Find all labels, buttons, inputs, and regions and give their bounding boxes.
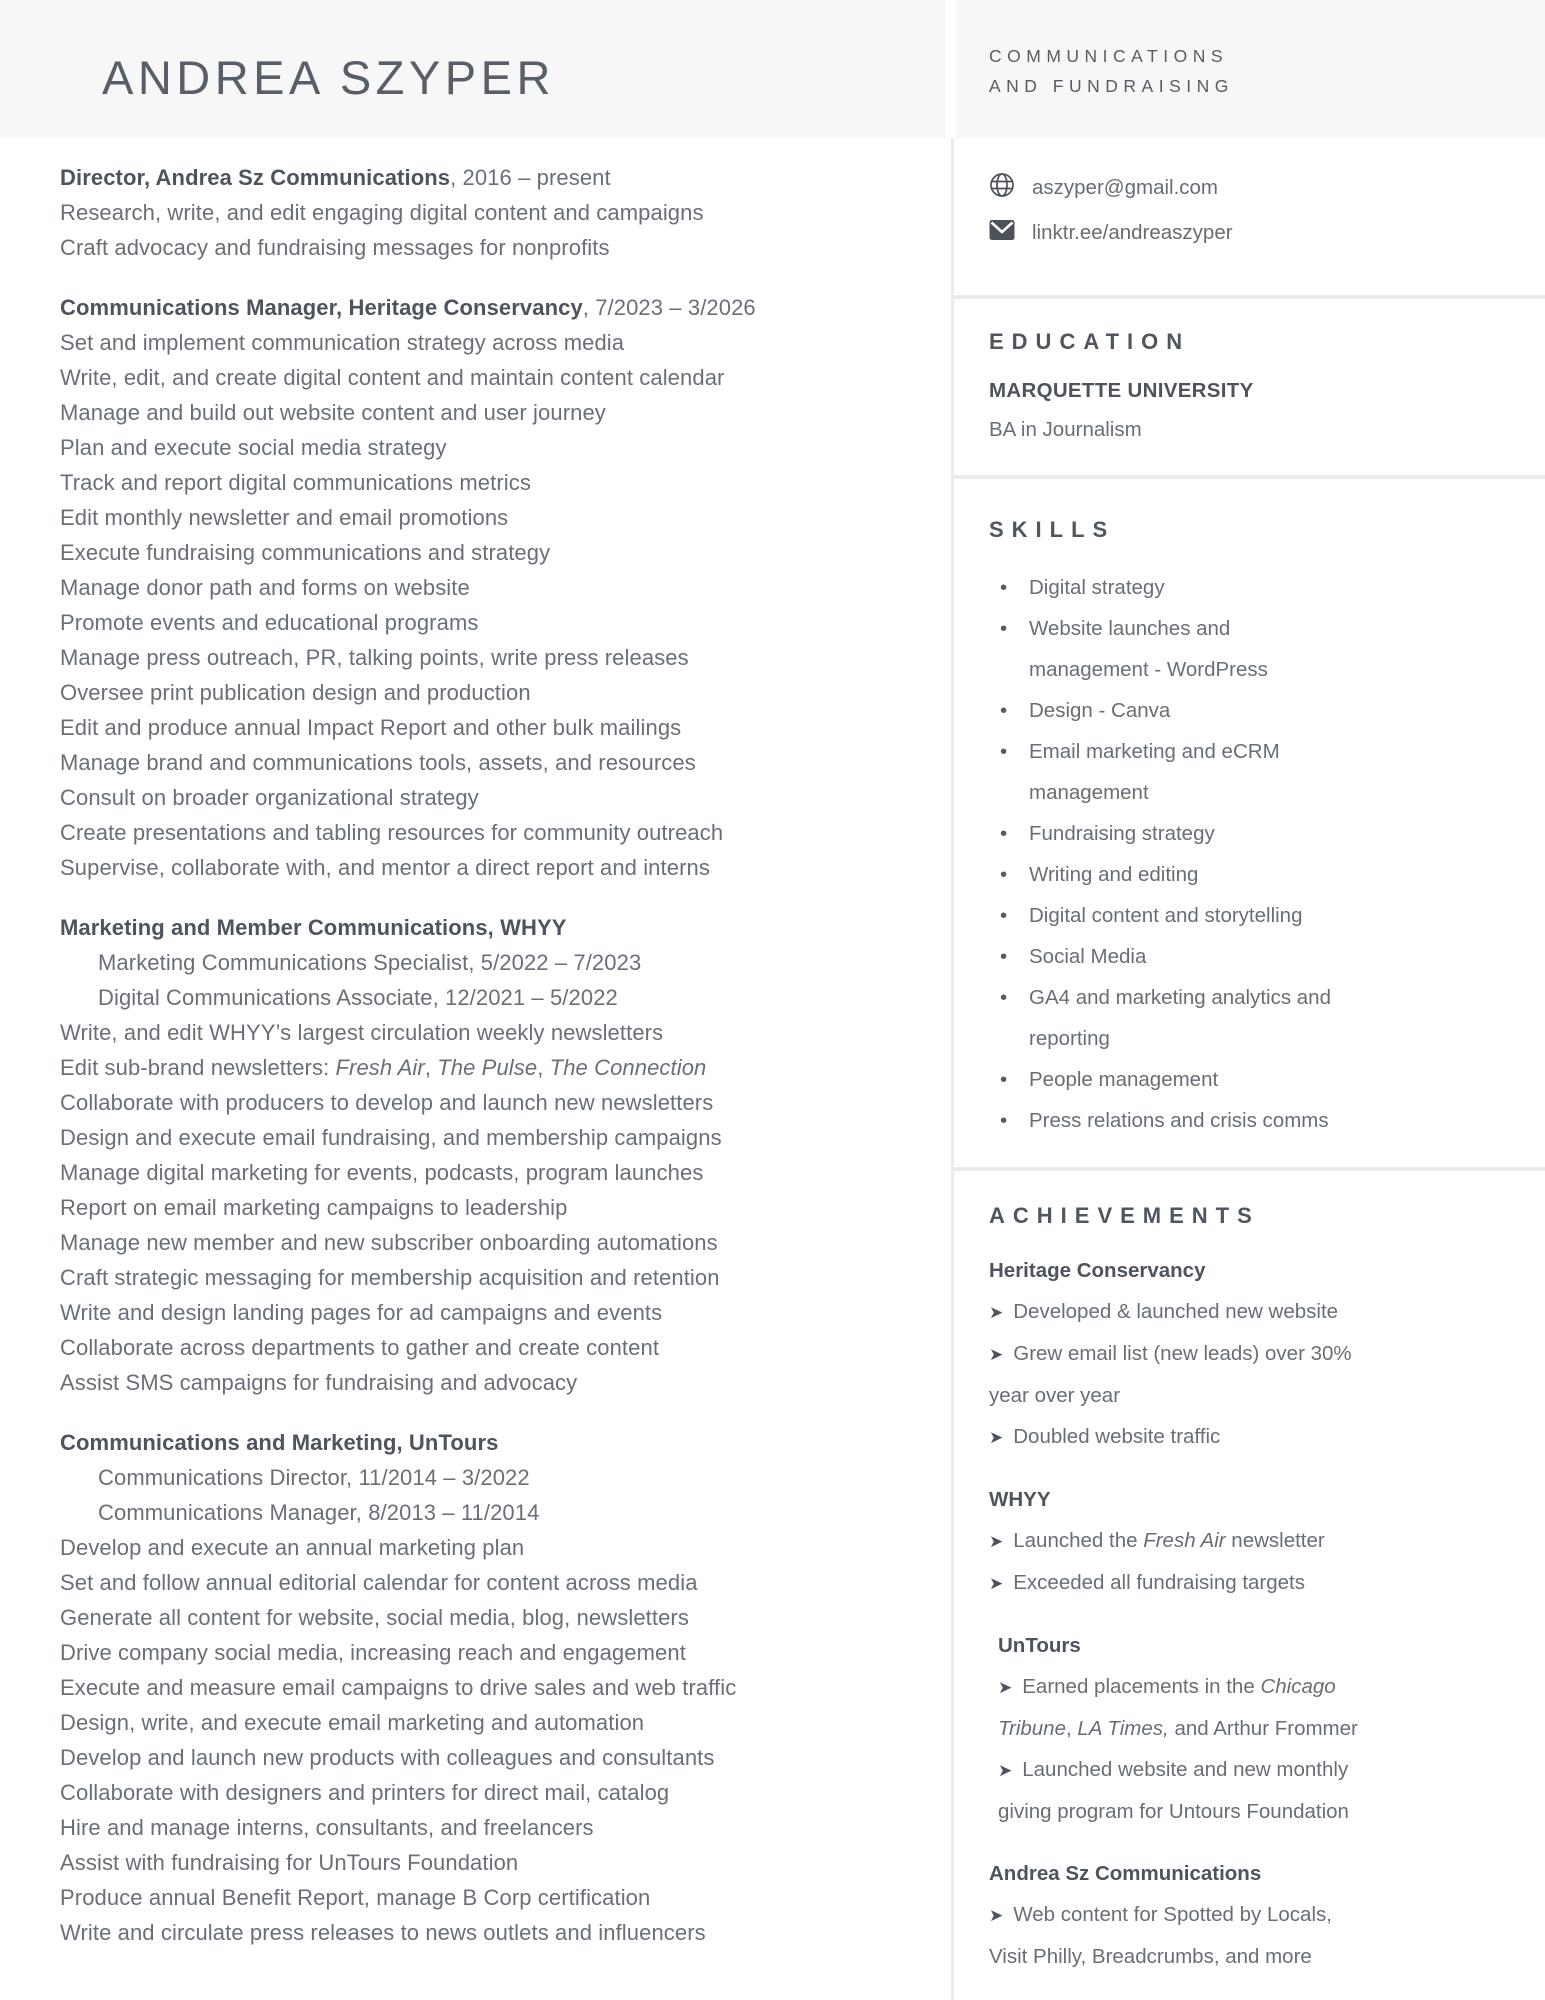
experience-heading-bold: Marketing and Member Communications, WHYY [60, 915, 567, 940]
achievements-heading: ACHIEVEMENTS [989, 1203, 1260, 1228]
achievement-line [989, 1333, 1545, 1375]
achievement-group [989, 1625, 1545, 1832]
skill-line: • Email marketing and eCRM [1029, 740, 1280, 763]
text-segment: , [424, 1055, 438, 1080]
experience-line: Craft strategic messaging for membership acquisition and retention [60, 1265, 720, 1290]
achievement-line [989, 1416, 1545, 1458]
experience-line: Set and implement communication strategy across media [60, 330, 625, 355]
skill-item [989, 608, 1545, 690]
achievement-line [998, 1666, 1545, 1708]
skill-line: • Design - Canva [1029, 699, 1171, 722]
experience-line: Manage brand and communications tools, assets, and resources [60, 750, 696, 775]
experience-line: Execute and measure email campaigns to drive sales and web traffic [60, 1675, 737, 1700]
experience-line: Supervise, collaborate with, and mentor a direct report and interns [60, 855, 710, 880]
experience-line: Manage press outreach, PR, talking points, write press releases [60, 645, 689, 670]
text-segment: Web content for Spotted by Locals, [1013, 1903, 1332, 1926]
experience-line: Manage new member and new subscriber onboarding automations [60, 1230, 718, 1255]
text-segment: Edit sub-brand newsletters: [60, 1055, 336, 1080]
text-segment: , [1066, 1717, 1078, 1740]
achievement-group [989, 1853, 1545, 1977]
skill-item [989, 731, 1545, 813]
italic-text: Tribune [998, 1717, 1066, 1740]
achievement-company: UnTours [998, 1634, 1081, 1657]
experience-section [60, 160, 948, 265]
envelope-icon [989, 219, 1015, 247]
italic-text: Chicago [1260, 1675, 1336, 1698]
experience-line: Collaborate across departments to gather and create content [60, 1335, 660, 1360]
skill-item [989, 854, 1545, 895]
italic-text: Fresh Air [335, 1055, 425, 1080]
skill-line: • People management [1029, 1068, 1219, 1091]
achievement-line [989, 1520, 1545, 1562]
arrow-bullet-icon: ➤ [989, 1303, 1004, 1322]
header-subtitle [989, 41, 1234, 101]
skill-line: • Digital content and storytelling [1029, 904, 1303, 927]
experience-line: Drive company social media, increasing reach and engagement [60, 1640, 686, 1665]
arrow-bullet-icon: ➤ [989, 1428, 1004, 1447]
experience-heading-bold: Director, Andrea Sz Communications [60, 165, 451, 190]
contact-row [989, 165, 1545, 210]
text-segment: and Arthur Frommer [1168, 1717, 1358, 1740]
skill-item [989, 1059, 1545, 1100]
experience-line: Generate all content for website, social media, blog, newsletters [60, 1605, 689, 1630]
text-segment: Earned placements in the [1022, 1675, 1261, 1698]
italic-text: The Connection [549, 1055, 707, 1080]
skill-item [989, 936, 1545, 977]
text-segment: Developed & launched new website [1013, 1300, 1339, 1323]
skill-line: • Social Media [1029, 945, 1147, 968]
page-title: ANDREA SZYPER [102, 51, 555, 104]
experience-line: Oversee print publication design and production [60, 680, 531, 705]
skills-section [954, 479, 1545, 1171]
skill-line: • Writing and editing [1029, 863, 1199, 886]
band-divider-gap [946, 0, 956, 138]
arrow-bullet-icon: ➤ [998, 1761, 1013, 1780]
skill-line: • Fundraising strategy [1029, 822, 1215, 845]
experience-line: Design and execute email fundraising, and membership campaigns [60, 1125, 722, 1150]
experience-line: Develop and launch new products with colleagues and consultants [60, 1745, 715, 1770]
experience-line: Execute fundraising communications and strategy [60, 540, 551, 565]
achievement-line [989, 1291, 1545, 1333]
skill-item [989, 1100, 1545, 1141]
globe-icon [989, 172, 1015, 204]
italic-text: Fresh Air [1143, 1529, 1226, 1552]
experience-heading-bold: Communications and Marketing, UnTours [60, 1430, 499, 1455]
text-segment: giving program for Untours Foundation [998, 1800, 1349, 1823]
contact-row [989, 210, 1545, 255]
contact-text: linktr.ee/andreaszyper [1032, 220, 1233, 244]
experience-line: Report on email marketing campaigns to leadership [60, 1195, 568, 1220]
arrow-bullet-icon: ➤ [998, 1678, 1013, 1697]
experience-heading-dates: , 7/2023 – 3/2026 [582, 295, 756, 320]
experience-line: Develop and execute an annual marketing plan [60, 1535, 525, 1560]
degree: BA in Journalism [989, 418, 1142, 441]
skill-line: management - WordPress [1029, 658, 1268, 681]
experience-subtitle: Communications Director, 11/2014 – 3/2022 [98, 1465, 530, 1490]
skill-item [989, 813, 1545, 854]
experience-heading [60, 290, 948, 325]
achievement-line [998, 1749, 1545, 1791]
experience-line: Edit and produce annual Impact Report and other bulk mailings [60, 715, 682, 740]
achievement-company: Heritage Conservancy [989, 1259, 1206, 1282]
experience-section [60, 910, 948, 1400]
achievement-group [989, 1479, 1545, 1604]
experience-list [60, 160, 948, 1975]
text-segment: Exceeded all fundraising targets [1013, 1571, 1305, 1594]
achievement-line [998, 1791, 1545, 1832]
achievement-line [998, 1708, 1545, 1749]
experience-subtitle: Communications Manager, 8/2013 – 11/2014 [98, 1500, 540, 1525]
skill-item [989, 977, 1545, 1059]
experience-line: Promote events and educational programs [60, 610, 479, 635]
italic-text: The Pulse [437, 1055, 538, 1080]
text-segment: year over year [989, 1384, 1121, 1407]
experience-line: Consult on broader organizational strategy [60, 785, 479, 810]
achievement-line [989, 1936, 1545, 1977]
skill-line: management [1029, 781, 1149, 804]
achievement-line [989, 1562, 1545, 1604]
achievement-groups [989, 1250, 1545, 1977]
education-heading: EDUCATION [989, 329, 1191, 354]
experience-line: Track and report digital communications metrics [60, 470, 531, 495]
experience-heading-bold: Communications Manager, Heritage Conservancy [60, 295, 583, 320]
experience-line: Assist SMS campaigns for fundraising and advocacy [60, 1370, 578, 1395]
contact-text: aszyper@gmail.com [1032, 175, 1219, 199]
experience-line: Collaborate with designers and printers for direct mail, catalog [60, 1780, 670, 1805]
experience-line: Research, write, and edit engaging digital content and campaigns [60, 200, 704, 225]
experience-subtitle: Marketing Communications Specialist, 5/2022 – 7/2023 [98, 950, 642, 975]
experience-line: Write, and edit WHYY’s largest circulation weekly newsletters [60, 1020, 664, 1045]
text-segment: Doubled website traffic [1013, 1425, 1221, 1448]
experience-section [60, 290, 948, 885]
text-segment: , [537, 1055, 550, 1080]
skill-item [989, 895, 1545, 936]
skill-line: • Press relations and crisis comms [1029, 1109, 1329, 1132]
experience-line: Assist with fundraising for UnTours Foundation [60, 1850, 519, 1875]
arrow-bullet-icon: ➤ [989, 1906, 1004, 1925]
text-segment: Visit Philly, Breadcrumbs, and more [989, 1945, 1312, 1968]
school-name: MARQUETTE UNIVERSITY [989, 379, 1254, 402]
experience-heading [60, 160, 948, 195]
experience-line: Collaborate with producers to develop and launch new newsletters [60, 1090, 714, 1115]
arrow-bullet-icon: ➤ [989, 1574, 1004, 1593]
experience-line: Edit monthly newsletter and email promotions [60, 505, 509, 530]
text-segment: Launched website and new monthly [1022, 1758, 1349, 1781]
skill-item [989, 690, 1545, 731]
header-subtitle-line-2: AND FUNDRAISING [989, 76, 1234, 96]
experience-heading [60, 1425, 948, 1460]
text-segment: Grew email list (new leads) over 30% [1013, 1342, 1352, 1365]
skill-line: • GA4 and marketing analytics and [1029, 986, 1331, 1009]
experience-line: Write and circulate press releases to news outlets and influencers [60, 1920, 706, 1945]
experience-line: Hire and manage interns, consultants, and freelancers [60, 1815, 594, 1840]
experience-line: Produce annual Benefit Report, manage B Corp certification [60, 1885, 651, 1910]
skill-line: • Website launches and [1029, 617, 1231, 640]
text-segment: Launched the [1013, 1529, 1144, 1552]
experience-heading-dates: , 2016 – present [450, 165, 611, 190]
skill-line: • Digital strategy [1029, 576, 1165, 599]
skill-line: reporting [1029, 1027, 1110, 1050]
experience-line: Plan and execute social media strategy [60, 435, 447, 460]
skill-item [989, 567, 1545, 608]
contact-section [954, 138, 1545, 299]
text-segment: newsletter [1225, 1529, 1325, 1552]
header-subtitle-line-1: COMMUNICATIONS [989, 46, 1229, 66]
experience-heading [60, 910, 948, 945]
skills-list [989, 567, 1545, 1141]
achievement-company: Andrea Sz Communications [989, 1862, 1262, 1885]
experience-line: Manage donor path and forms on website [60, 575, 470, 600]
experience-line: Manage and build out website content and user journey [60, 400, 606, 425]
experience-line [60, 1050, 948, 1085]
achievement-line [989, 1375, 1545, 1416]
experience-line: Manage digital marketing for events, podcasts, program launches [60, 1160, 704, 1185]
arrow-bullet-icon: ➤ [989, 1345, 1004, 1364]
experience-line: Write, edit, and create digital content and maintain content calendar [60, 365, 725, 390]
italic-text: LA Times, [1077, 1717, 1169, 1740]
education-section [954, 299, 1545, 479]
experience-line: Create presentations and tabling resources for community outreach [60, 820, 724, 845]
arrow-bullet-icon: ➤ [989, 1532, 1004, 1551]
experience-line: Craft advocacy and fundraising messages for nonprofits [60, 235, 610, 260]
experience-line: Design, write, and execute email marketing and automation [60, 1710, 645, 1735]
skills-heading: SKILLS [989, 517, 1116, 542]
achievement-group [989, 1250, 1545, 1458]
experience-section [60, 1425, 948, 1950]
achievements-section [954, 1171, 1545, 2000]
experience-line: Write and design landing pages for ad campaigns and events [60, 1300, 663, 1325]
experience-line: Set and follow annual editorial calendar for content across media [60, 1570, 698, 1595]
achievement-company: WHYY [989, 1488, 1051, 1511]
experience-subtitle: Digital Communications Associate, 12/2021 – 5/2022 [98, 985, 618, 1010]
achievement-line [989, 1894, 1545, 1936]
